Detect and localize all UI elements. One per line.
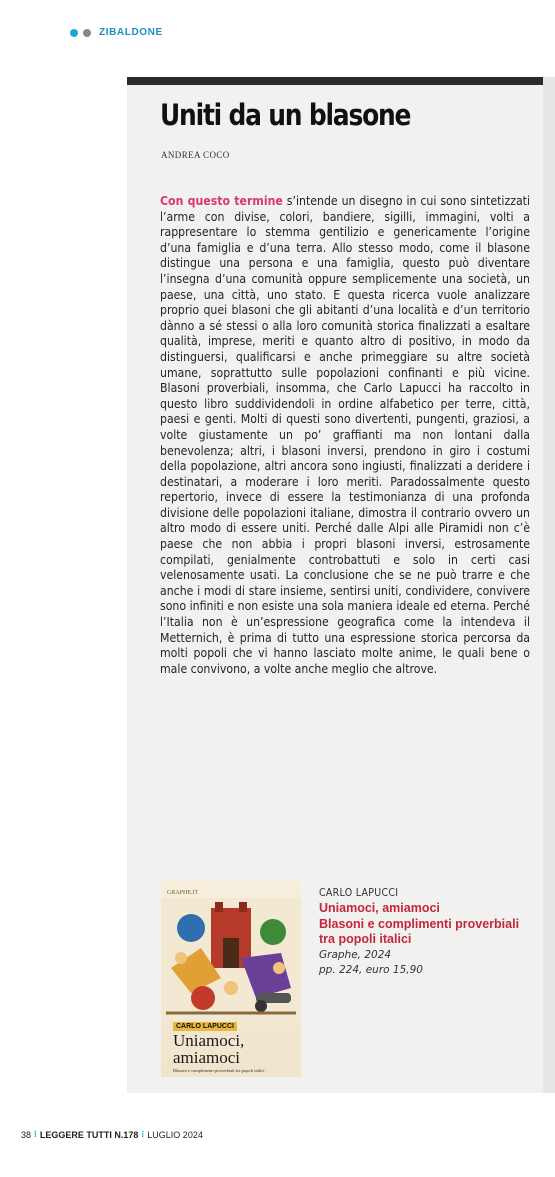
book-publisher-year: Graphe, 2024 [319,948,392,961]
panel-top-bar [127,77,555,85]
book-title [319,901,529,948]
book-pages-price: pp. 224, euro 15,90 [319,963,423,976]
article-lead: Con questo termine [160,194,283,208]
cover-illustration [161,898,301,1018]
book-author: CARLO LAPUCCI [319,887,399,899]
magazine-name: LEGGERE TUTTI N.178 [39,1129,139,1140]
book-info [319,886,529,978]
footer-separator-icon: ⁝ [34,1129,37,1139]
cover-title-line2: amiamoci [173,1048,241,1067]
article-body-text: s’intende un disegno in cui sono sintetizzati l’arme con divise, colori, bandiere, sigilli, immagini, volti a rappresentare lo stemma gentilizio e genericamente l’origine d’una famiglia e d’una terra. Allo stesso modo, come il blasone distingue una persona e una famiglia, questo può diventare l’insegna d’una comunità oppure semplicemente una società, un paese, una città, uno stato. E questa ricerca vuole analizzare proprio quei blasoni che gli abitanti d’una località e d’un territorio dànno a sé stessi o alla loro comunità storica finalizzati a esaltare qualità, imprese, meriti e quanto altro di positivo, in modo da distinguersi, qualificarsi e anche primeggiare su altre società umane, soprattutto sulle popolazioni confinanti e più vicine. Blasoni proverbiali, insomma, che Carlo Lapucci ha raccolto in questo libro suddividendoli in ordine alfabetico per terre, città, paesi e genti. Molti di questi sono divertenti, pungenti, graziosi, a volte giustamente un po’ graffianti ma non lontani dalla benevolenza; altri, i blasoni inversi, prendono in giro i costumi della popolazione, altri ancora sono ingiusti, finalizzati a deridere i destinatari, a moderare i loro meriti. Paradossalmente questo repertorio, invece di essere la testimonianza di una profonda divisione delle popolazioni italiane, dimostra il contrario ovvero un altro modo di essere uniti. Perché dalle Alpi alle Piramidi non c’è paese che non abbia i propri blasoni inversi, estrosamente compilati, genialmente controbattuti e solo in certi casi velenosamente usati. La conclusione che se ne può trarre e che anche i modi di stare insieme, sentirsi uniti, condividere, convivere sono infiniti e non esiste una sola maniera ideale ed eterna. Perché l’Italia non è un’espressione geografica come la intendeva il Metternich, è prima di tutto una espressione storica percorsa da molti popoli che vi hanno lasciato molte anime, le quali bene o male convivono, a volte anche meglio che altrove. [160,194,531,676]
cover-title-line1: Uniamoci, [173,1031,245,1050]
section-label: ZIBALDONE [99,27,163,38]
panel-right-edge [543,77,555,1093]
page-number: 38 [21,1129,32,1140]
article-author: ANDREA COCO [161,150,230,160]
book-title-line1: Uniamoci, amiamoci [319,901,440,915]
book-title-line2: Blasoni e complimenti proverbiali tra popoli italici [319,916,520,947]
footer-separator-icon: ⁝ [141,1129,145,1139]
section-dot-blue-icon [70,29,78,37]
page-footer [21,1129,203,1140]
cover-author: CARLO LAPUCCI [173,1022,237,1031]
section-tag [70,27,163,38]
article-title: Uniti da un blasone [160,98,411,132]
cover-title [173,1032,244,1066]
book-cover [161,880,301,1077]
cover-subtitle: Blasoni e complimenti proverbiali tra popoli italici [173,1068,265,1073]
cover-publisher-logo: GRAPHE.IT [167,890,199,896]
article-body [160,194,530,677]
issue-date: LUGLIO 2024 [147,1129,203,1140]
section-dot-gray-icon [83,29,91,37]
